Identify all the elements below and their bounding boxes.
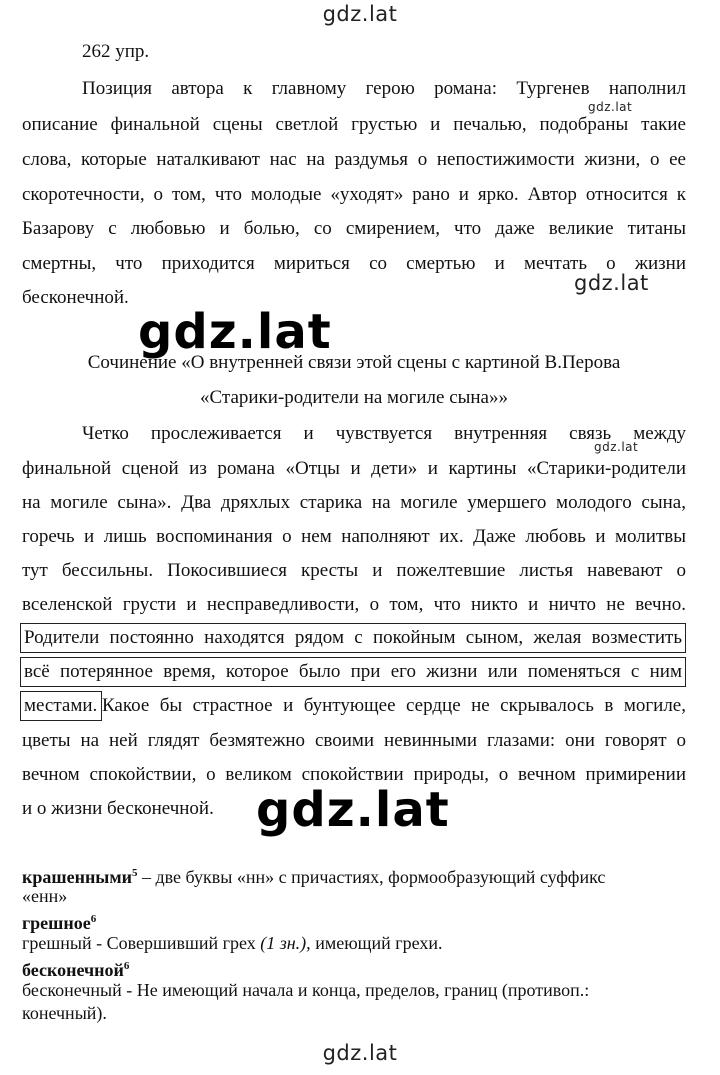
paragraph-line: смертны, что приходится мириться со смертью и мечтать о жизни [22, 253, 686, 274]
dictionary-definition: бесконечный - Не имеющий начала и конца, пределов, границ (противоп.: [22, 980, 590, 1000]
watermark-small: gdz.lat [588, 100, 633, 114]
paragraph-line: Базарову с любовью и болью, со смирением, что даже великие титаны [22, 218, 686, 239]
highlighted-line: всё потерянное время, которое было при его жизни или поменяться с ним [24, 661, 682, 682]
definition-text: имеющий грехи. [310, 933, 443, 953]
watermark-right: gdz.lat [574, 271, 649, 295]
highlighted-line: местами. [24, 695, 98, 716]
watermark-small: gdz.lat [594, 440, 639, 454]
paragraph-line: Четко прослеживается и чувствуется внутренняя связь между [82, 423, 686, 444]
paragraph-line: скоротечности, о том, что молодые «уходят» рано и ярко. Автор относится к [22, 184, 686, 205]
paragraph-line: Позиция автора к главному герою романа: Тургенев наполнил [82, 78, 686, 99]
paragraph-line: цветы на ней глядят безмятежно своими невинными глазами: они говорят о [22, 730, 686, 751]
footnote-number: 6 [90, 913, 97, 925]
dictionary-entry [22, 955, 129, 981]
exercise-number: 262 упр. [82, 41, 150, 62]
footnote-number: 5 [132, 867, 138, 879]
paragraph-line: на могиле сына». Два дряхлых старика на могиле умершего молодого сына, [22, 492, 686, 513]
essay-title: «Старики-родители на могиле сына»» [199, 387, 508, 408]
paragraph-line: Какое бы страстное и бунтующее сердце не скрывалось в могиле, [102, 695, 686, 716]
dictionary-definition: конечный). [22, 1003, 107, 1023]
dictionary-definition: «енн» [22, 886, 68, 906]
paragraph-line: горечь и лишь воспоминания о нем наполняют их. Даже любовь и молитвы [22, 526, 686, 547]
highlighted-line: Родители постоянно находятся рядом с покойным сыном, желая возместить [24, 627, 682, 648]
paragraph-line: тут бессильны. Покосившиеся кресты и пожелтевшие листья навевают о [22, 560, 686, 581]
dictionary-entry [22, 908, 96, 934]
paragraph-line: вселенской грусти и несправедливости, о том, что никто и ничто не вечно. [22, 594, 686, 615]
dictionary-entry [22, 862, 605, 888]
watermark-top: gdz.lat [322, 2, 398, 26]
essay-title: Сочинение «О внутренней связи этой сцены с картиной В.Перова [87, 352, 621, 373]
dictionary-definition [22, 932, 443, 954]
footnote-number: 6 [123, 960, 130, 972]
definition-note: (1 зн.), [260, 933, 311, 953]
dictionary-word: крашенными [22, 867, 132, 887]
dictionary-word: грешное [22, 913, 91, 933]
paragraph-line: вечном спокойствии, о великом спокойствии природы, о вечном примирении [22, 764, 686, 785]
paragraph-line: бесконечной. [22, 287, 129, 308]
watermark-large: gdz.lat [256, 782, 450, 838]
paragraph-line: и о жизни бесконечной. [22, 798, 214, 819]
watermark-bottom: gdz.lat [322, 1041, 398, 1065]
dictionary-word: бесконечной [22, 960, 124, 980]
paragraph-line: финальной сценой из романа «Отцы и дети» и картины «Старики-родители [22, 458, 686, 479]
watermark-large: gdz.lat [138, 304, 332, 360]
definition-text: грешный - Совершивший грех [22, 933, 261, 953]
dictionary-definition: – две буквы «нн» с причастиях, формообразующий суффикс [137, 867, 606, 887]
paragraph-line: слова, которые наталкивают нас на раздумья о непостижимости жизни, о ее [22, 149, 686, 170]
paragraph-line: описание финальной сцены светлой грустью и печалью, подобраны такие [22, 114, 686, 135]
